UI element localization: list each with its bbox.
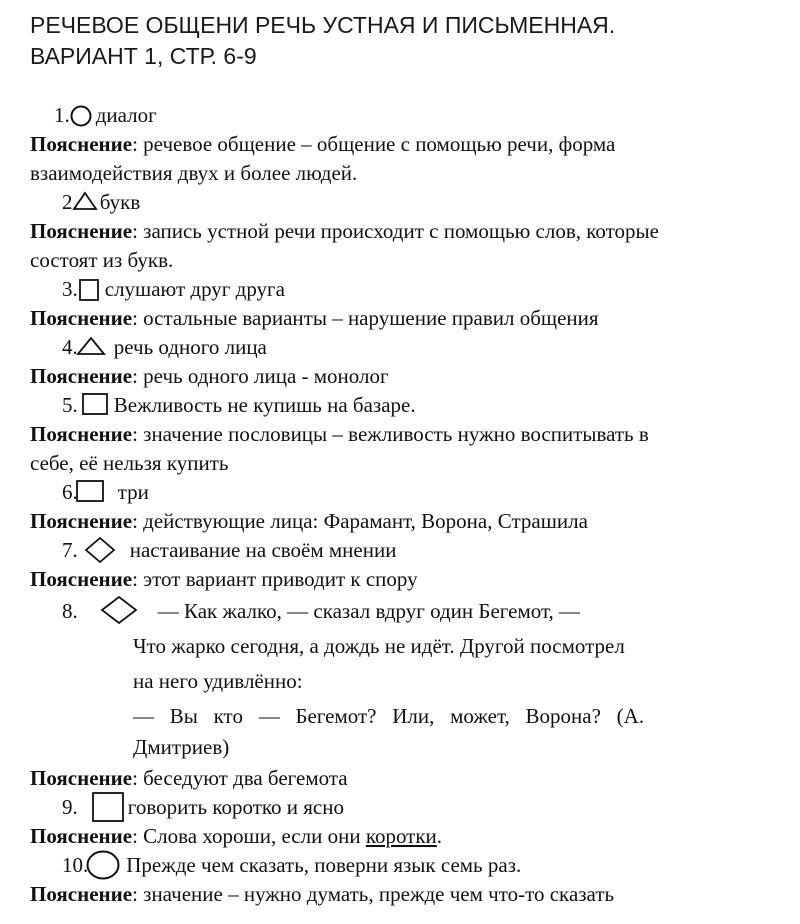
item-number: 2. bbox=[62, 190, 78, 214]
circle-icon bbox=[86, 850, 120, 880]
answer-8-line-3: на него удивлённо: bbox=[133, 669, 303, 693]
explanation-10 bbox=[30, 880, 614, 909]
explanation-text: : речь одного лица - монолог bbox=[132, 364, 389, 388]
explanation-6 bbox=[30, 507, 588, 536]
explanation-8 bbox=[30, 764, 348, 793]
explanation-4 bbox=[30, 362, 389, 391]
answer-text: слушают друг друга bbox=[104, 277, 285, 301]
answer-1 bbox=[54, 101, 157, 130]
explanation-label: Пояснение bbox=[30, 824, 133, 848]
explanation-label: Пояснение bbox=[30, 422, 133, 446]
explanation-2 bbox=[30, 217, 659, 246]
answer-text: три bbox=[117, 480, 149, 504]
explanation-1 bbox=[30, 130, 615, 159]
explanation-text: : остальные варианты – нарушение правил общения bbox=[132, 306, 599, 330]
triangle-icon bbox=[76, 336, 106, 356]
explanation-text: : значение – нужно думать, прежде чем что-то сказать bbox=[132, 882, 615, 906]
item-number: 10. bbox=[62, 853, 89, 877]
explanation-label: Пояснение bbox=[30, 882, 133, 906]
square-icon bbox=[76, 480, 104, 502]
explanation-tail: . bbox=[436, 824, 443, 848]
item-number: 7. bbox=[62, 538, 78, 562]
answer-4 bbox=[62, 333, 267, 362]
answer-8-line-5: Дмитриев) bbox=[133, 735, 230, 759]
explanation-text: : речевое общение – общение с помощью речи, форма bbox=[132, 132, 616, 156]
answer-8 bbox=[62, 597, 580, 626]
answer-text: Прежде чем сказать, поверни язык семь раз. bbox=[126, 853, 522, 877]
triangle-icon bbox=[72, 191, 98, 211]
answer-text: речь одного лица bbox=[113, 335, 267, 359]
explanation-7 bbox=[30, 565, 418, 594]
answer-8-line-2: Что жарко сегодня, а дождь не идёт. Другой посмотрел bbox=[133, 634, 625, 658]
explanation-label: Пояснение bbox=[30, 219, 133, 243]
circle-icon bbox=[70, 105, 92, 127]
item-number: 9. bbox=[62, 795, 78, 819]
answer-2 bbox=[62, 188, 140, 217]
square-icon bbox=[79, 279, 99, 301]
item-number: 8. bbox=[62, 599, 78, 623]
answer-9 bbox=[62, 793, 344, 822]
answer-10 bbox=[62, 851, 521, 880]
title-line-1: РЕЧЕВОЕ ОБЩЕНИ РЕЧЬ УСТНАЯ И ПИСЬМЕННАЯ. bbox=[30, 12, 616, 38]
explanation-2-cont: состоят из букв. bbox=[30, 248, 174, 272]
answer-text: говорить коротко и ясно bbox=[127, 795, 344, 819]
answer-text: настаивание на своём мнении bbox=[129, 538, 397, 562]
explanation-9 bbox=[30, 822, 442, 851]
square-icon bbox=[82, 393, 108, 415]
item-number: 4. bbox=[62, 335, 78, 359]
item-number: 1. bbox=[54, 103, 70, 127]
item-number: 6. bbox=[62, 480, 78, 504]
explanation-text: : Слова хороши, если они bbox=[132, 824, 366, 848]
explanation-text: : беседуют два бегемота bbox=[132, 766, 348, 790]
answer-6 bbox=[62, 478, 149, 507]
explanation-label: Пояснение bbox=[30, 766, 133, 790]
explanation-label: Пояснение bbox=[30, 364, 133, 388]
explanation-label: Пояснение bbox=[30, 132, 133, 156]
answer-text: — Как жалко, — сказал вдруг один Бегемот, — bbox=[157, 599, 581, 623]
diamond-icon bbox=[100, 595, 138, 625]
answer-text: букв bbox=[99, 190, 141, 214]
underlined-word: коротки bbox=[365, 824, 437, 848]
item-number: 5. bbox=[62, 393, 78, 417]
explanation-5-cont: себе, её нельзя купить bbox=[30, 451, 229, 475]
explanation-text: : запись устной речи происходит с помощью слов, которые bbox=[132, 219, 659, 243]
explanation-label: Пояснение bbox=[30, 509, 133, 533]
answer-3 bbox=[62, 275, 285, 304]
document-title bbox=[30, 10, 615, 72]
explanation-5 bbox=[30, 420, 649, 449]
answer-text: Вежливость не купишь на базаре. bbox=[113, 393, 416, 417]
item-number: 3. bbox=[62, 277, 78, 301]
explanation-text: : действующие лица: Фарамант, Ворона, Страшила bbox=[132, 509, 588, 533]
square-icon bbox=[92, 792, 124, 822]
explanation-text: : этот вариант приводит к спору bbox=[132, 567, 418, 591]
answer-text: диалог bbox=[95, 103, 157, 127]
explanation-text: : значение пословицы – вежливость нужно воспитывать в bbox=[132, 422, 649, 446]
answer-7 bbox=[62, 536, 396, 565]
explanation-3 bbox=[30, 304, 599, 333]
answer-5 bbox=[62, 391, 416, 420]
answer-8-line-4: — Вы кто — Бегемот? Или, может, Ворона? (А. bbox=[133, 704, 645, 728]
diamond-icon bbox=[84, 536, 116, 564]
explanation-label: Пояснение bbox=[30, 567, 133, 591]
explanation-1-cont: взаимодействия двух и более людей. bbox=[30, 161, 358, 185]
title-line-2: ВАРИАНТ 1, СТР. 6-9 bbox=[30, 43, 257, 69]
explanation-label: Пояснение bbox=[30, 306, 133, 330]
